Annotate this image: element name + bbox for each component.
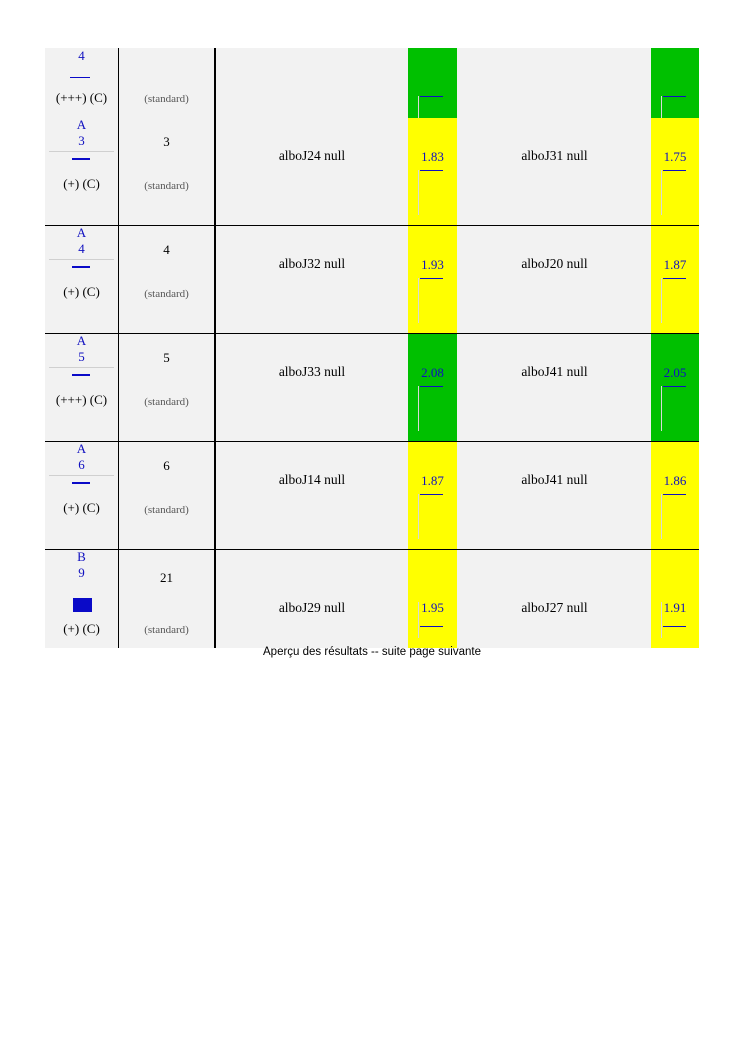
score-value-2: 1.75 <box>663 149 687 164</box>
item-name-1: alboJ32 null <box>278 256 346 271</box>
score-cell-1 <box>408 550 457 648</box>
rank-bar-icon <box>72 482 90 484</box>
item-name-2: alboJ41 null <box>521 364 588 379</box>
count-value: 4 <box>163 242 170 257</box>
count-cell <box>119 550 214 648</box>
score-value-1: 1.83 <box>421 149 444 164</box>
significance-label: (+++) (C) <box>55 90 108 105</box>
score-value-2: 1.86 <box>663 473 687 488</box>
significance-label: (+) (C) <box>63 621 100 636</box>
table-row <box>45 226 699 334</box>
count-standard-label: (standard) <box>144 93 189 105</box>
rank-number: 6 <box>78 457 85 472</box>
group-letter: B <box>77 549 86 564</box>
count-standard-label: (standard) <box>144 624 189 636</box>
count-value: 5 <box>163 350 170 365</box>
score-value-1: 1.95 <box>421 600 444 615</box>
footer-note: Aperçu des résultats -- suite page suivante <box>263 646 481 658</box>
group-letter: A <box>76 117 87 132</box>
rank-bar-icon <box>72 374 90 376</box>
table-row <box>45 550 699 648</box>
count-standard-label: (standard) <box>144 504 189 516</box>
score-cell-2 <box>651 334 699 441</box>
table-row-continuation <box>45 48 699 118</box>
score-value-2: 1.91 <box>663 600 687 615</box>
significance-label: (+) (C) <box>63 284 100 299</box>
rank-cell <box>45 550 118 648</box>
item-name-1: alboJ29 null <box>278 600 346 615</box>
rank-box-icon <box>73 598 92 612</box>
rank-cell <box>45 48 118 118</box>
item-name-2: alboJ20 null <box>521 256 588 271</box>
rank-number: 3 <box>78 133 85 148</box>
rank-cell <box>45 334 118 441</box>
score-cell-2 <box>651 48 699 118</box>
count-value: 6 <box>163 458 170 473</box>
score-value-2: 2.05 <box>663 365 687 380</box>
table-row <box>45 334 699 442</box>
score-cell-2 <box>651 550 699 648</box>
group-letter: A <box>76 225 87 240</box>
item-name-2: alboJ27 null <box>521 600 588 615</box>
item-name-1: alboJ14 null <box>278 472 346 487</box>
results-table <box>45 48 699 648</box>
score-value-2: 1.87 <box>663 257 687 272</box>
rank-cell <box>45 118 118 225</box>
score-value-1: 2.08 <box>421 365 444 380</box>
item-name-2: alboJ41 null <box>521 472 588 487</box>
significance-label: (+++) (C) <box>55 392 108 407</box>
score-cell-1 <box>408 442 457 549</box>
score-cell-1 <box>408 118 457 225</box>
count-cell <box>119 118 214 225</box>
rank-cell <box>45 226 118 333</box>
score-cell-1 <box>408 226 457 333</box>
score-cell-1 <box>408 48 457 118</box>
rank-number: 4 <box>78 241 85 256</box>
rank-bar-icon <box>72 266 90 268</box>
group-letter: A <box>76 441 87 456</box>
count-cell <box>119 442 214 549</box>
score-value-1: 1.93 <box>421 257 444 272</box>
score-value-1: 1.87 <box>421 473 444 488</box>
significance-label: (+) (C) <box>63 500 100 515</box>
rank-number: 4 <box>78 48 85 63</box>
item-name-2: alboJ31 null <box>521 148 588 163</box>
score-cell-2 <box>651 442 699 549</box>
count-value: 3 <box>163 134 170 149</box>
count-cell <box>119 334 214 441</box>
item-name-1: alboJ33 null <box>278 364 346 379</box>
count-standard-label: (standard) <box>144 288 189 300</box>
table-row <box>45 118 699 226</box>
table-row <box>45 442 699 550</box>
count-cell <box>119 48 214 118</box>
count-value: 21 <box>160 570 173 585</box>
count-standard-label: (standard) <box>144 396 189 408</box>
rank-number: 9 <box>78 565 85 580</box>
count-cell <box>119 226 214 333</box>
group-letter: A <box>76 333 87 348</box>
score-cell-1 <box>408 334 457 441</box>
rank-number: 5 <box>78 349 85 364</box>
score-cell-2 <box>651 226 699 333</box>
rank-bar-icon <box>70 77 90 78</box>
score-cell-2 <box>651 118 699 225</box>
item-name-1: alboJ24 null <box>278 148 346 163</box>
rank-cell <box>45 442 118 549</box>
count-standard-label: (standard) <box>144 180 189 192</box>
significance-label: (+) (C) <box>63 176 100 191</box>
rank-bar-icon <box>72 158 90 160</box>
